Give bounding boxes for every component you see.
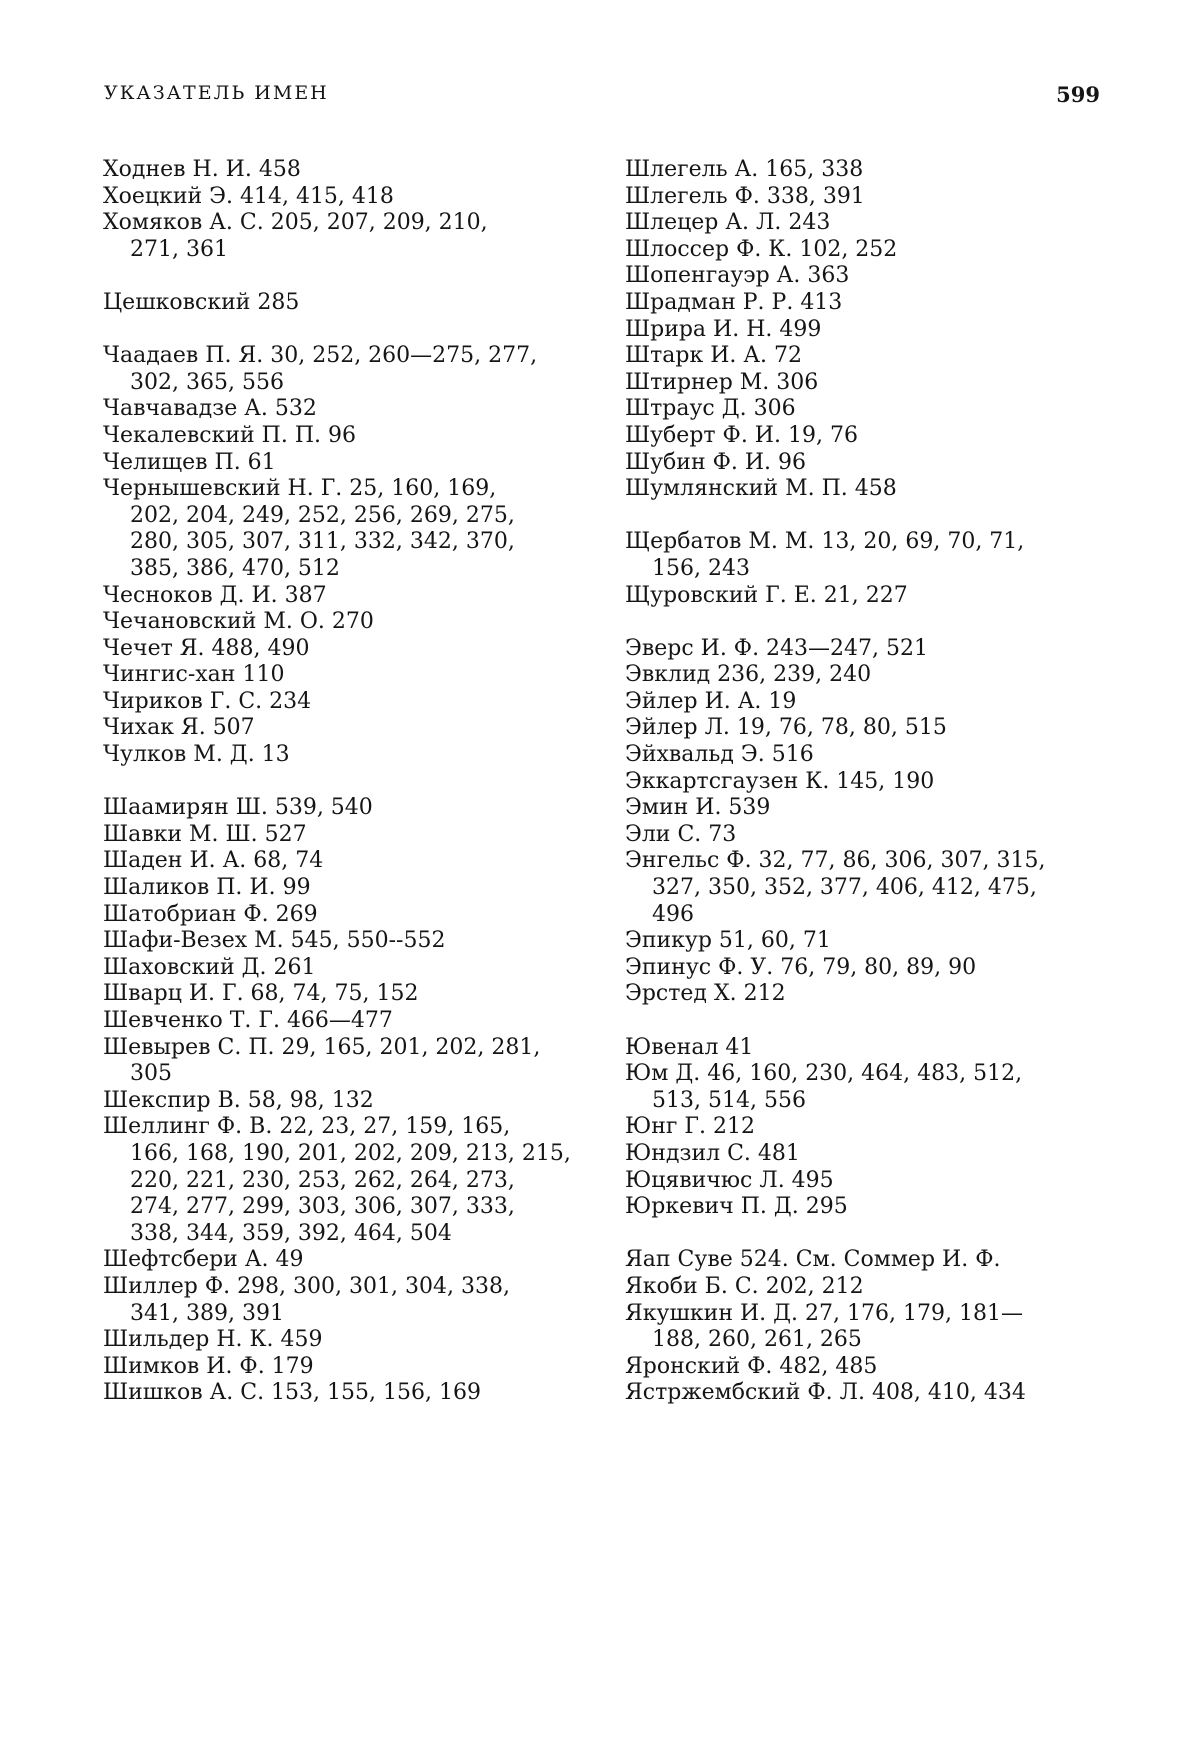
index-entry: Шаамирян Ш. 539, 540 [103, 795, 373, 821]
index-entry: Ходнев Н. И. 458 [103, 157, 301, 182]
index-entry: Шуберт Ф. И. 19, 76 [625, 422, 858, 448]
section-gap [625, 503, 1105, 530]
index-entry: Юм Д. 46, 160, 230, 464, 483, 512, [625, 1061, 1023, 1087]
index-entry: Чихак Я. 507 [103, 715, 255, 741]
index-entry: Юнг Г. 212 [625, 1114, 755, 1140]
index-entry: Чернышевский Н. Г. 25, 160, 169, [103, 476, 497, 502]
index-entry-continuation: 305 [130, 1061, 172, 1087]
index-entry: Чингис-хан 110 [103, 662, 285, 688]
index-entry: Эверс И. Ф. 243—247, 521 [625, 635, 929, 661]
index-entry: Юндзил С. 481 [625, 1140, 800, 1166]
index-entry: Шевченко Т. Г. 466—477 [103, 1008, 393, 1033]
index-entry-continuation: 302, 365, 556 [130, 369, 284, 395]
index-entry: Эпинус Ф. У. 76, 79, 80, 89, 90 [625, 954, 977, 980]
index-entry: Шубин Ф. И. 96 [625, 449, 807, 475]
index-entry: Шлоссер Ф. К. 102, 252 [625, 236, 898, 262]
index-entry: Ювенал 41 [625, 1034, 754, 1060]
index-entry: Юцявичюс Л. 495 [625, 1167, 834, 1193]
index-entry-continuation: 341, 389, 391 [130, 1300, 284, 1326]
index-entry-continuation: 202, 204, 249, 252, 256, 269, 275, [130, 502, 515, 528]
index-entry: Щербатов М. М. 13, 20, 69, 70, 71, [625, 529, 1025, 555]
index-entry: Шатобриан Ф. 269 [103, 901, 318, 927]
index-entry: Шопенгауэр А. 363 [625, 263, 850, 289]
index-entry: Шаховский Д. 261 [103, 954, 316, 980]
index-entry: Чесноков Д. И. 387 [103, 582, 327, 608]
index-entry: Эпикур 51, 60, 71 [625, 928, 831, 954]
index-entry: Шварц И. Г. 68, 74, 75, 152 [103, 981, 419, 1007]
section-gap [103, 769, 583, 796]
index-entry-continuation: 271, 361 [130, 236, 228, 262]
index-entry: Энгельс Ф. 32, 77, 86, 306, 307, 315, [625, 848, 1046, 874]
index-entry: Шлецер А. Л. 243 [625, 210, 831, 236]
index-entry: Чулков М. Д. 13 [103, 742, 290, 768]
index-entry: Шаликов П. И. 99 [103, 875, 311, 901]
index-entry: Челищев П. 61 [103, 449, 276, 475]
index-entry: Хоецкий Э. 414, 415, 418 [103, 183, 394, 209]
index-entry: Чириков Г. С. 234 [103, 688, 312, 714]
index-entry: Шиллер Ф. 298, 300, 301, 304, 338, [103, 1273, 510, 1299]
index-entry: Чавчавадзе А. 532 [103, 396, 317, 422]
index-entry: Щуровский Г. Е. 21, 227 [625, 582, 908, 608]
index-entry-continuation: 513, 514, 556 [652, 1087, 806, 1113]
index-entry: Шекспир В. 58, 98, 132 [103, 1087, 374, 1113]
index-entry: Шаден И. А. 68, 74 [103, 848, 324, 874]
section-gap [625, 1008, 1105, 1035]
section-gap [103, 317, 583, 344]
index-entry: Эйлер Л. 19, 76, 78, 80, 515 [625, 715, 947, 741]
index-entry: Ястржембский Ф. Л. 408, 410, 434 [625, 1380, 1026, 1406]
index-entry: Шефтсбери А. 49 [103, 1247, 304, 1273]
index-entry: Шишков А. С. 153, 155, 156, 169 [103, 1380, 481, 1406]
index-entry: Якоби Б. С. 202, 212 [625, 1273, 864, 1299]
index-entry-continuation: 280, 305, 307, 311, 332, 342, 370, [130, 529, 515, 555]
index-entry: Чекалевский П. П. 96 [103, 422, 356, 448]
index-entry-continuation: 188, 260, 261, 265 [652, 1327, 862, 1353]
index-entry-continuation: 496 [652, 901, 694, 927]
page-number: 599 [1056, 82, 1100, 107]
index-entry: Шрира И. Н. 499 [625, 316, 822, 342]
section-gap [103, 263, 583, 290]
index-entry: Шрадман Р. Р. 413 [625, 289, 843, 315]
section-gap [625, 1221, 1105, 1248]
index-entry: Шеллинг Ф. В. 22, 23, 27, 159, 165, [103, 1114, 511, 1140]
index-entry: Чечет Я. 488, 490 [103, 635, 310, 661]
index-entry-continuation: 166, 168, 190, 201, 202, 209, 213, 215, [130, 1140, 571, 1166]
index-entry: Яронский Ф. 482, 485 [625, 1353, 878, 1379]
index-entry: Эйлер И. А. 19 [625, 688, 797, 714]
index-column-right [625, 157, 1105, 1407]
index-entry: Шумлянский М. П. 458 [625, 476, 897, 502]
index-entry-continuation: 220, 221, 230, 253, 262, 264, 273, [130, 1167, 515, 1193]
index-entry: Эйхвальд Э. 516 [625, 742, 814, 768]
index-entry: Чаадаев П. Я. 30, 252, 260—275, 277, [103, 343, 538, 369]
index-entry: Юркевич П. Д. 295 [625, 1194, 848, 1220]
index-entry-continuation: 156, 243 [652, 555, 750, 581]
index-entry: Чечановский М. О. 270 [103, 609, 374, 635]
section-gap [625, 609, 1105, 636]
index-entry: Хомяков А. С. 205, 207, 209, 210, [103, 210, 488, 236]
index-entry: Эккартсгаузен К. 145, 190 [625, 768, 935, 794]
index-entry-continuation: 274, 277, 299, 303, 306, 307, 333, [130, 1194, 515, 1220]
index-entry: Эли С. 73 [625, 821, 737, 847]
index-entry: Эвклид 236, 239, 240 [625, 662, 872, 688]
running-head: УКАЗАТЕЛЬ ИМЕН [104, 82, 329, 104]
index-entry: Штарк И. А. 72 [625, 343, 803, 369]
index-entry: Якушкин И. Д. 27, 176, 179, 181— [625, 1300, 1023, 1326]
index-column-left [103, 157, 583, 1407]
index-entry: Шавки М. Ш. 527 [103, 821, 307, 847]
index-entry: Шлегель А. 165, 338 [625, 157, 864, 182]
index-entry: Шимков И. Ф. 179 [103, 1353, 314, 1379]
index-entry: Штраус Д. 306 [625, 396, 796, 422]
index-entry: Шевырев С. П. 29, 165, 201, 202, 281, [103, 1034, 541, 1060]
index-entry: Штирнер М. 306 [625, 369, 819, 395]
index-entry: Эрстед Х. 212 [625, 981, 786, 1007]
index-entry: Шильдер Н. К. 459 [103, 1327, 323, 1353]
index-entry-continuation: 385, 386, 470, 512 [130, 555, 340, 581]
index-entry: Эмин И. 539 [625, 795, 771, 821]
index-entry: Цешковский 285 [103, 289, 300, 315]
index-entry-continuation: 327, 350, 352, 377, 406, 412, 475, [652, 875, 1037, 901]
index-entry-continuation: 338, 344, 359, 392, 464, 504 [130, 1220, 452, 1246]
index-entry: Шлегель Ф. 338, 391 [625, 183, 865, 209]
index-entry: Яап Суве 524. См. Соммер И. Ф. [625, 1247, 1001, 1273]
index-entry: Шафи-Везех М. 545, 550--552 [103, 928, 446, 954]
